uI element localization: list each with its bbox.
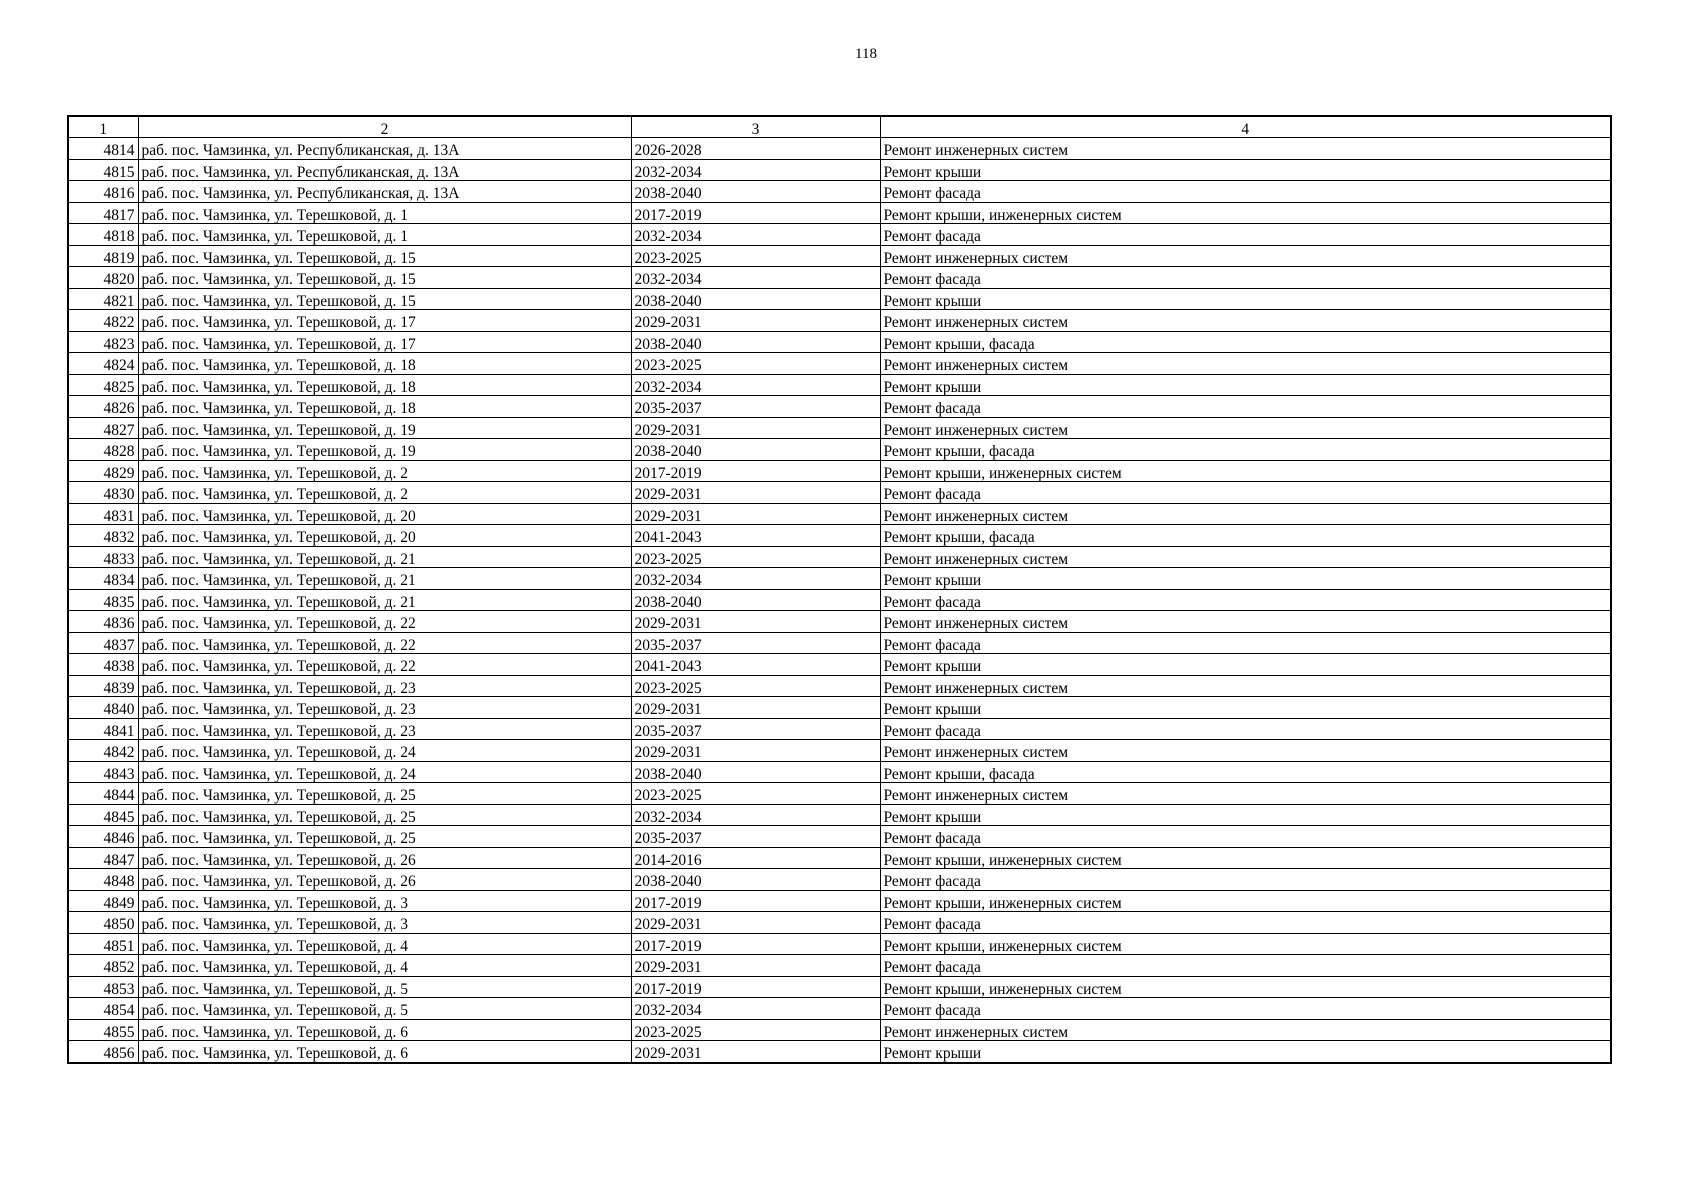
row-period: 2038-2040 [631,589,880,611]
table-row [68,912,1611,934]
row-address: раб. пос. Чамзинка, ул. Терешковой, д. 6 [138,1041,631,1063]
row-work-type: Ремонт инженерных систем [880,310,1611,332]
row-period: 2017-2019 [631,933,880,955]
row-address: раб. пос. Чамзинка, ул. Республиканская, д. 13А [138,138,631,160]
table-row [68,589,1611,611]
row-number: 4830 [68,482,138,504]
row-period: 2038-2040 [631,761,880,783]
row-work-type: Ремонт крыши, инженерных систем [880,976,1611,998]
table-row [68,998,1611,1020]
row-period: 2017-2019 [631,976,880,998]
header-row [68,116,1611,138]
table-row [68,460,1611,482]
row-work-type: Ремонт крыши, фасада [880,331,1611,353]
row-work-type: Ремонт крыши, фасада [880,525,1611,547]
row-period: 2023-2025 [631,783,880,805]
row-address: раб. пос. Чамзинка, ул. Терешковой, д. 26 [138,869,631,891]
row-period: 2029-2031 [631,482,880,504]
row-address: раб. пос. Чамзинка, ул. Терешковой, д. 20 [138,503,631,525]
row-work-type: Ремонт инженерных систем [880,740,1611,762]
column-header-number: 1 [68,116,138,138]
table-row [68,804,1611,826]
row-address: раб. пос. Чамзинка, ул. Терешковой, д. 17 [138,331,631,353]
row-number: 4834 [68,568,138,590]
table-row [68,611,1611,633]
row-address: раб. пос. Чамзинка, ул. Терешковой, д. 18 [138,353,631,375]
row-work-type: Ремонт крыши, фасада [880,761,1611,783]
row-period: 2041-2043 [631,525,880,547]
row-number: 4844 [68,783,138,805]
row-number: 4847 [68,847,138,869]
row-period: 2038-2040 [631,331,880,353]
row-work-type: Ремонт инженерных систем [880,417,1611,439]
row-number: 4839 [68,675,138,697]
row-period: 2017-2019 [631,202,880,224]
table-row [68,288,1611,310]
table-row [68,955,1611,977]
row-address: раб. пос. Чамзинка, ул. Терешковой, д. 3 [138,890,631,912]
row-period: 2041-2043 [631,654,880,676]
row-work-type: Ремонт инженерных систем [880,503,1611,525]
row-number: 4817 [68,202,138,224]
row-work-type: Ремонт фасада [880,826,1611,848]
table-row [68,267,1611,289]
row-address: раб. пос. Чамзинка, ул. Терешковой, д. 22 [138,611,631,633]
row-address: раб. пос. Чамзинка, ул. Республиканская, д. 13А [138,181,631,203]
table-row [68,396,1611,418]
row-work-type: Ремонт фасада [880,267,1611,289]
row-address: раб. пос. Чамзинка, ул. Терешковой, д. 24 [138,740,631,762]
column-header-period: 3 [631,116,880,138]
row-address: раб. пос. Чамзинка, ул. Терешковой, д. 19 [138,417,631,439]
row-address: раб. пос. Чамзинка, ул. Терешковой, д. 18 [138,396,631,418]
row-period: 2035-2037 [631,826,880,848]
row-period: 2023-2025 [631,1019,880,1041]
row-work-type: Ремонт крыши, фасада [880,439,1611,461]
row-number: 4853 [68,976,138,998]
row-address: раб. пос. Чамзинка, ул. Терешковой, д. 25 [138,804,631,826]
row-number: 4832 [68,525,138,547]
row-period: 2038-2040 [631,869,880,891]
row-number: 4824 [68,353,138,375]
row-address: раб. пос. Чамзинка, ул. Терешковой, д. 25 [138,826,631,848]
row-work-type: Ремонт фасада [880,955,1611,977]
table-row [68,632,1611,654]
row-period: 2017-2019 [631,460,880,482]
row-number: 4826 [68,396,138,418]
table-row [68,353,1611,375]
row-number: 4831 [68,503,138,525]
row-work-type: Ремонт крыши, инженерных систем [880,847,1611,869]
row-number: 4837 [68,632,138,654]
column-header-work-type: 4 [880,116,1611,138]
row-work-type: Ремонт инженерных систем [880,611,1611,633]
table-row [68,697,1611,719]
table-row [68,181,1611,203]
row-period: 2029-2031 [631,503,880,525]
row-period: 2017-2019 [631,890,880,912]
table-row [68,224,1611,246]
table-row [68,417,1611,439]
table-header [68,116,1611,138]
row-address: раб. пос. Чамзинка, ул. Терешковой, д. 21 [138,589,631,611]
table-row [68,568,1611,590]
row-period: 2029-2031 [631,697,880,719]
table-row [68,718,1611,740]
row-address: раб. пос. Чамзинка, ул. Терешковой, д. 4 [138,933,631,955]
row-work-type: Ремонт крыши [880,568,1611,590]
row-number: 4854 [68,998,138,1020]
row-period: 2032-2034 [631,159,880,181]
row-period: 2029-2031 [631,912,880,934]
column-header-address: 2 [138,116,631,138]
row-period: 2032-2034 [631,267,880,289]
row-period: 2038-2040 [631,288,880,310]
row-number: 4845 [68,804,138,826]
row-work-type: Ремонт фасада [880,998,1611,1020]
row-number: 4852 [68,955,138,977]
table-row [68,783,1611,805]
table-row [68,976,1611,998]
row-period: 2029-2031 [631,611,880,633]
row-period: 2035-2037 [631,632,880,654]
row-address: раб. пос. Чамзинка, ул. Терешковой, д. 20 [138,525,631,547]
row-address: раб. пос. Чамзинка, ул. Терешковой, д. 23 [138,718,631,740]
row-period: 2032-2034 [631,374,880,396]
table-row [68,439,1611,461]
row-work-type: Ремонт крыши [880,374,1611,396]
row-work-type: Ремонт инженерных систем [880,245,1611,267]
table-row [68,826,1611,848]
table-row [68,654,1611,676]
row-address: раб. пос. Чамзинка, ул. Терешковой, д. 15 [138,245,631,267]
table-row [68,138,1611,160]
row-address: раб. пос. Чамзинка, ул. Терешковой, д. 22 [138,654,631,676]
row-work-type: Ремонт крыши [880,288,1611,310]
row-period: 2023-2025 [631,245,880,267]
table-row [68,675,1611,697]
row-number: 4856 [68,1041,138,1063]
row-period: 2029-2031 [631,310,880,332]
row-number: 4823 [68,331,138,353]
row-address: раб. пос. Чамзинка, ул. Терешковой, д. 19 [138,439,631,461]
row-work-type: Ремонт фасада [880,912,1611,934]
row-address: раб. пос. Чамзинка, ул. Терешковой, д. 18 [138,374,631,396]
row-period: 2032-2034 [631,804,880,826]
row-work-type: Ремонт инженерных систем [880,546,1611,568]
row-address: раб. пос. Чамзинка, ул. Республиканская, д. 13А [138,159,631,181]
row-address: раб. пос. Чамзинка, ул. Терешковой, д. 23 [138,697,631,719]
row-number: 4829 [68,460,138,482]
row-period: 2029-2031 [631,740,880,762]
row-work-type: Ремонт фасада [880,718,1611,740]
page-number: 118 [855,46,877,62]
table-row [68,740,1611,762]
table-row [68,1019,1611,1041]
row-number: 4825 [68,374,138,396]
table-row [68,546,1611,568]
table-row [68,890,1611,912]
row-period: 2023-2025 [631,675,880,697]
table-row [68,245,1611,267]
table-row [68,761,1611,783]
row-address: раб. пос. Чамзинка, ул. Терешковой, д. 23 [138,675,631,697]
row-work-type: Ремонт инженерных систем [880,1019,1611,1041]
row-number: 4846 [68,826,138,848]
row-number: 4843 [68,761,138,783]
row-number: 4822 [68,310,138,332]
row-address: раб. пос. Чамзинка, ул. Терешковой, д. 4 [138,955,631,977]
row-address: раб. пос. Чамзинка, ул. Терешковой, д. 6 [138,1019,631,1041]
row-address: раб. пос. Чамзинка, ул. Терешковой, д. 21 [138,568,631,590]
row-work-type: Ремонт фасада [880,181,1611,203]
table-row [68,503,1611,525]
table-row [68,310,1611,332]
row-number: 4855 [68,1019,138,1041]
table-body [68,138,1611,1063]
row-number: 4835 [68,589,138,611]
row-address: раб. пос. Чамзинка, ул. Терешковой, д. 3 [138,912,631,934]
row-address: раб. пос. Чамзинка, ул. Терешковой, д. 2 [138,460,631,482]
row-period: 2035-2037 [631,396,880,418]
table-row [68,525,1611,547]
row-number: 4850 [68,912,138,934]
row-number: 4814 [68,138,138,160]
row-period: 2029-2031 [631,955,880,977]
row-work-type: Ремонт инженерных систем [880,353,1611,375]
row-period: 2029-2031 [631,417,880,439]
row-number: 4840 [68,697,138,719]
row-address: раб. пос. Чамзинка, ул. Терешковой, д. 17 [138,310,631,332]
row-number: 4848 [68,869,138,891]
row-work-type: Ремонт крыши, инженерных систем [880,202,1611,224]
row-number: 4841 [68,718,138,740]
table-row [68,847,1611,869]
row-work-type: Ремонт крыши, инженерных систем [880,933,1611,955]
row-period: 2032-2034 [631,568,880,590]
row-work-type: Ремонт инженерных систем [880,783,1611,805]
row-number: 4838 [68,654,138,676]
row-number: 4851 [68,933,138,955]
table-row [68,482,1611,504]
row-address: раб. пос. Чамзинка, ул. Терешковой, д. 24 [138,761,631,783]
table-row [68,159,1611,181]
row-period: 2014-2016 [631,847,880,869]
row-work-type: Ремонт крыши [880,1041,1611,1063]
row-address: раб. пос. Чамзинка, ул. Терешковой, д. 22 [138,632,631,654]
row-number: 4821 [68,288,138,310]
table-row [68,331,1611,353]
row-address: раб. пос. Чамзинка, ул. Терешковой, д. 1 [138,202,631,224]
row-period: 2023-2025 [631,353,880,375]
table-row [68,374,1611,396]
row-period: 2038-2040 [631,439,880,461]
row-number: 4820 [68,267,138,289]
row-number: 4828 [68,439,138,461]
row-address: раб. пос. Чамзинка, ул. Терешковой, д. 2 [138,482,631,504]
row-period: 2038-2040 [631,181,880,203]
row-address: раб. пос. Чамзинка, ул. Терешковой, д. 15 [138,267,631,289]
row-work-type: Ремонт фасада [880,482,1611,504]
row-work-type: Ремонт фасада [880,589,1611,611]
row-number: 4827 [68,417,138,439]
row-number: 4818 [68,224,138,246]
row-address: раб. пос. Чамзинка, ул. Терешковой, д. 15 [138,288,631,310]
row-work-type: Ремонт фасада [880,869,1611,891]
row-period: 2023-2025 [631,546,880,568]
row-work-type: Ремонт крыши, инженерных систем [880,890,1611,912]
row-period: 2035-2037 [631,718,880,740]
row-address: раб. пос. Чамзинка, ул. Терешковой, д. 5 [138,976,631,998]
row-work-type: Ремонт крыши [880,159,1611,181]
row-number: 4815 [68,159,138,181]
row-work-type: Ремонт крыши, инженерных систем [880,460,1611,482]
table-row [68,202,1611,224]
row-number: 4842 [68,740,138,762]
row-number: 4836 [68,611,138,633]
row-work-type: Ремонт крыши [880,804,1611,826]
row-work-type: Ремонт фасада [880,224,1611,246]
row-work-type: Ремонт фасада [880,632,1611,654]
row-number: 4833 [68,546,138,568]
repair-schedule-table [67,115,1612,1064]
row-address: раб. пос. Чамзинка, ул. Терешковой, д. 5 [138,998,631,1020]
row-period: 2026-2028 [631,138,880,160]
row-work-type: Ремонт крыши [880,697,1611,719]
row-number: 4816 [68,181,138,203]
row-address: раб. пос. Чамзинка, ул. Терешковой, д. 21 [138,546,631,568]
row-number: 4819 [68,245,138,267]
row-address: раб. пос. Чамзинка, ул. Терешковой, д. 26 [138,847,631,869]
row-work-type: Ремонт инженерных систем [880,138,1611,160]
table-row [68,869,1611,891]
row-period: 2032-2034 [631,224,880,246]
row-address: раб. пос. Чамзинка, ул. Терешковой, д. 25 [138,783,631,805]
table-row [68,933,1611,955]
table-row [68,1041,1611,1063]
row-work-type: Ремонт инженерных систем [880,675,1611,697]
row-period: 2032-2034 [631,998,880,1020]
row-work-type: Ремонт крыши [880,654,1611,676]
row-number: 4849 [68,890,138,912]
row-work-type: Ремонт фасада [880,396,1611,418]
row-period: 2029-2031 [631,1041,880,1063]
row-address: раб. пос. Чамзинка, ул. Терешковой, д. 1 [138,224,631,246]
